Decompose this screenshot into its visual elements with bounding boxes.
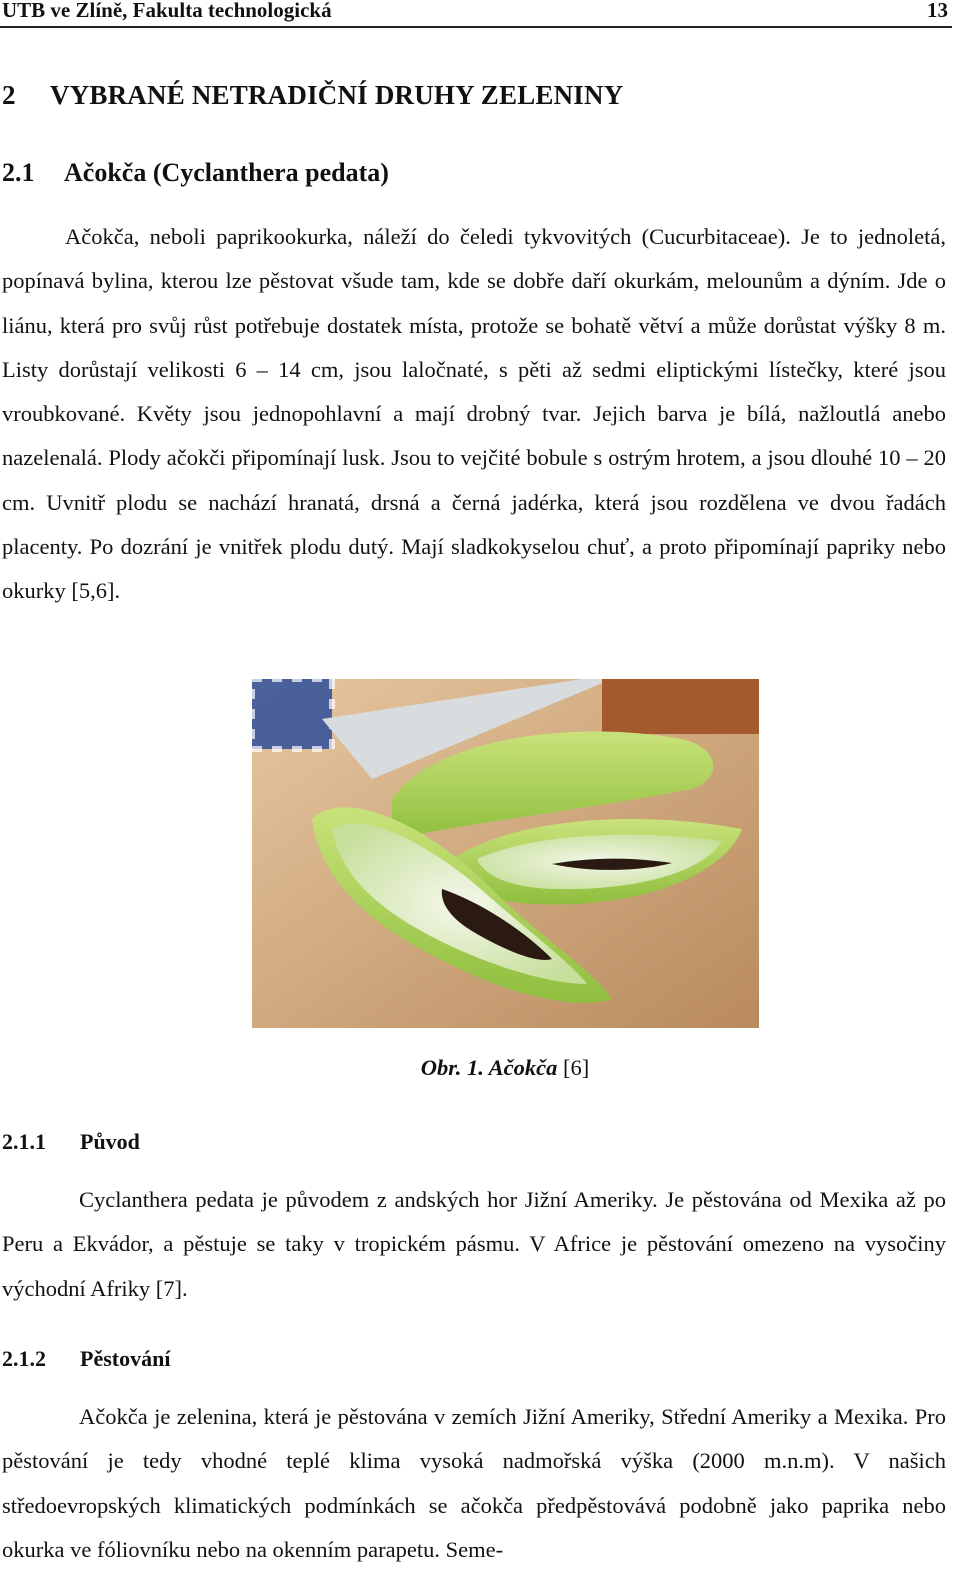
figure-caption	[0, 1055, 960, 1081]
header-title: UTB ve Zlíně, Fakulta technologická	[2, 0, 332, 22]
subsection-number: 2.1.1	[2, 1129, 46, 1154]
acokca-photo	[252, 679, 759, 1028]
subsection-title: Původ	[80, 1129, 140, 1154]
caption-reference: [6]	[563, 1055, 590, 1080]
subsection-title: Pěstování	[80, 1346, 171, 1371]
subsection-number: 2.1.2	[2, 1346, 46, 1371]
growing-paragraph: Ačokča je zelenina, která je pěstována v zemích Jižní Ameriky, Střední Ameriky a Mexika. Pro pěstování je tedy vhodné teplé klima vysoká nadmořská výška (2000 m.n.m). V našich středoevropských klimatických podmínkách se ačokča předpěstovává podobně jako paprika nebo okurka ve fóliovníku nebo na okenním parapetu. Seme-	[2, 1404, 946, 1562]
chapter-title: VYBRANÉ NETRADIČNÍ DRUHY ZELENINY	[50, 80, 624, 110]
section-heading	[2, 158, 389, 188]
chapter-number: 2	[2, 80, 16, 110]
running-header	[0, 0, 952, 28]
subsection-heading-origin	[2, 1129, 140, 1155]
section-number: 2.1	[2, 158, 35, 187]
section-title: Ačokča (Cyclanthera pedata)	[64, 158, 389, 187]
subsection-heading-growing	[2, 1346, 170, 1372]
origin-paragraph: Cyclanthera pedata je původem z andských hor Jižní Ameriky. Je pěstována od Mexika až po Peru a Ekvádor, a pěstuje se taky v tropickém pásmu. V Africe je pěstování omezeno na vysočiny východní Afriky [7].	[2, 1187, 946, 1301]
acokca-fruit-illustration	[252, 679, 759, 1028]
caption-label: Obr. 1. Ačokča	[420, 1055, 558, 1080]
page-number: 13	[927, 0, 948, 22]
intro-paragraph: Ačokča, neboli paprikookurka, náleží do čeledi tykvovitých (Cucurbitaceae). Je to jednoletá, popínavá bylina, kterou lze pěstovat všude tam, kde se dobře daří okurkám, melounům a dýním. Jde o liánu, která pro svůj růst potřebuje dostatek místa, protože se bohatě větví a může dorůstat výšky 8 m. Listy dorůstají velikosti 6 – 14 cm, jsou laločnaté, s pěti až sedmi eliptickými lístečky, které jsou vroubkované. Květy jsou jednopohlavní a mají drobný tvar. Jejich barva je bílá, nažloutlá anebo nazelenalá. Plody ačokči připomínají lusk. Jsou to vejčité bobule s ostrým hrotem, a jsou dlouhé 10 – 20 cm. Uvnitř plodu se nachází hranatá, drsná a černá jadérka, která jsou rozdělena ve dvou řadách placenty. Po dozrání je vnitřek plodu dutý. Mají sladkokyselou chuť, a proto připomínají papriky nebo okurky [5,6].	[2, 224, 946, 604]
chapter-heading	[2, 80, 623, 111]
